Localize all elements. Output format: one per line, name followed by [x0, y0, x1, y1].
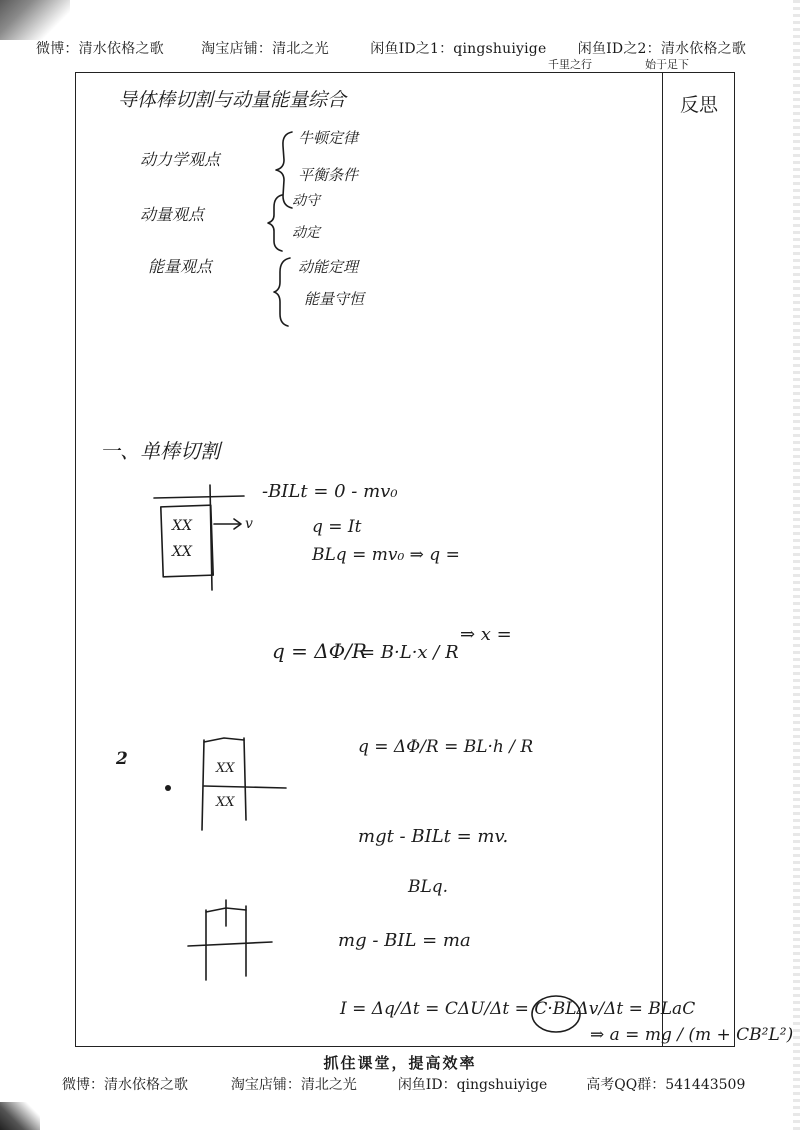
- section1-eq-impulse: -BILt = 0 - mv₀: [262, 481, 398, 502]
- footer-slogan: 抓住课堂，提高效率: [323, 1054, 477, 1072]
- header-xianyu-2: 闲鱼ID之2：清水依格之歌: [577, 41, 747, 57]
- view-momentum-item-1: 动守: [292, 193, 320, 209]
- header-weibo: 微博：清水依格之歌: [36, 41, 164, 57]
- section2-eq-blq: BLq.: [408, 877, 449, 897]
- svg-text:XX: XX: [172, 544, 192, 560]
- section1-eq-solve-x: ⇒ x =: [460, 624, 512, 645]
- section2-eq-current: I = Δq/Δt = CΔU/Δt = C·BLΔv/Δt = BLaC: [340, 999, 696, 1019]
- svg-text:XX: XX: [216, 795, 235, 810]
- footer-qq: 高考QQ群：541443509: [586, 1077, 746, 1093]
- section2-marker: 2: [116, 749, 128, 769]
- view-energy-brace: [274, 258, 290, 326]
- header-xianyu-1: 闲鱼ID之1：qingshuiyige: [370, 41, 547, 57]
- view-energy: 能量观点: [148, 257, 213, 276]
- section1-heading: 一、单棒切割: [100, 439, 220, 463]
- section2-eq-charge: q = ΔΦ/R = BL·h / R: [358, 737, 534, 757]
- single-rod-diagram: [154, 485, 253, 590]
- svg-text:XX: XX: [172, 518, 192, 534]
- notes-title: 导体棒切割与动量能量综合: [118, 89, 347, 111]
- capacitor-rod-diagram: [188, 900, 272, 980]
- section2-eq-newton: mg - BIL = ma: [338, 930, 471, 951]
- view-momentum: 动量观点: [140, 205, 205, 224]
- section1-eq-displacement: = B·L·x / R: [360, 642, 459, 663]
- header-taobao: 淘宝店铺：清北之光: [201, 41, 329, 57]
- section1-eq-charge: q = It: [312, 517, 362, 537]
- section2-eq-acceleration: ⇒ a = mg / (m + CB²L²): [590, 1025, 794, 1045]
- header-motto-left: 千里之行: [548, 58, 592, 71]
- section1-eq-result: BLq = mv₀ ⇒ q =: [312, 545, 460, 565]
- view-energy-item-2: 能量守恒: [304, 290, 365, 308]
- section2-eq-impulse: mgt - BILt = mv.: [358, 826, 509, 847]
- falling-rod-diagram: [165, 738, 286, 830]
- velocity-label: v: [245, 516, 253, 532]
- view-momentum-item-2: 动定: [292, 225, 320, 241]
- view-momentum-brace: [268, 195, 282, 251]
- footer-watermark: [62, 1074, 745, 1094]
- footer-xianyu: 闲鱼ID：qingshuiyige: [397, 1077, 548, 1093]
- reflection-label: 反思: [680, 94, 719, 116]
- view-dynamics: 动力学观点: [140, 150, 221, 169]
- header-motto-right: 始于足下: [645, 58, 689, 71]
- view-dynamics-item-1: 牛顿定律: [298, 129, 359, 147]
- footer-weibo: 微博：清水依格之歌: [62, 1077, 188, 1093]
- section1-eq-flux: q = ΔΦ/R: [272, 639, 367, 663]
- footer-taobao: 淘宝店铺：清北之光: [230, 1077, 357, 1093]
- view-energy-item-1: 动能定理: [298, 258, 359, 276]
- svg-text:XX: XX: [216, 761, 235, 776]
- view-dynamics-item-2: 平衡条件: [298, 166, 359, 184]
